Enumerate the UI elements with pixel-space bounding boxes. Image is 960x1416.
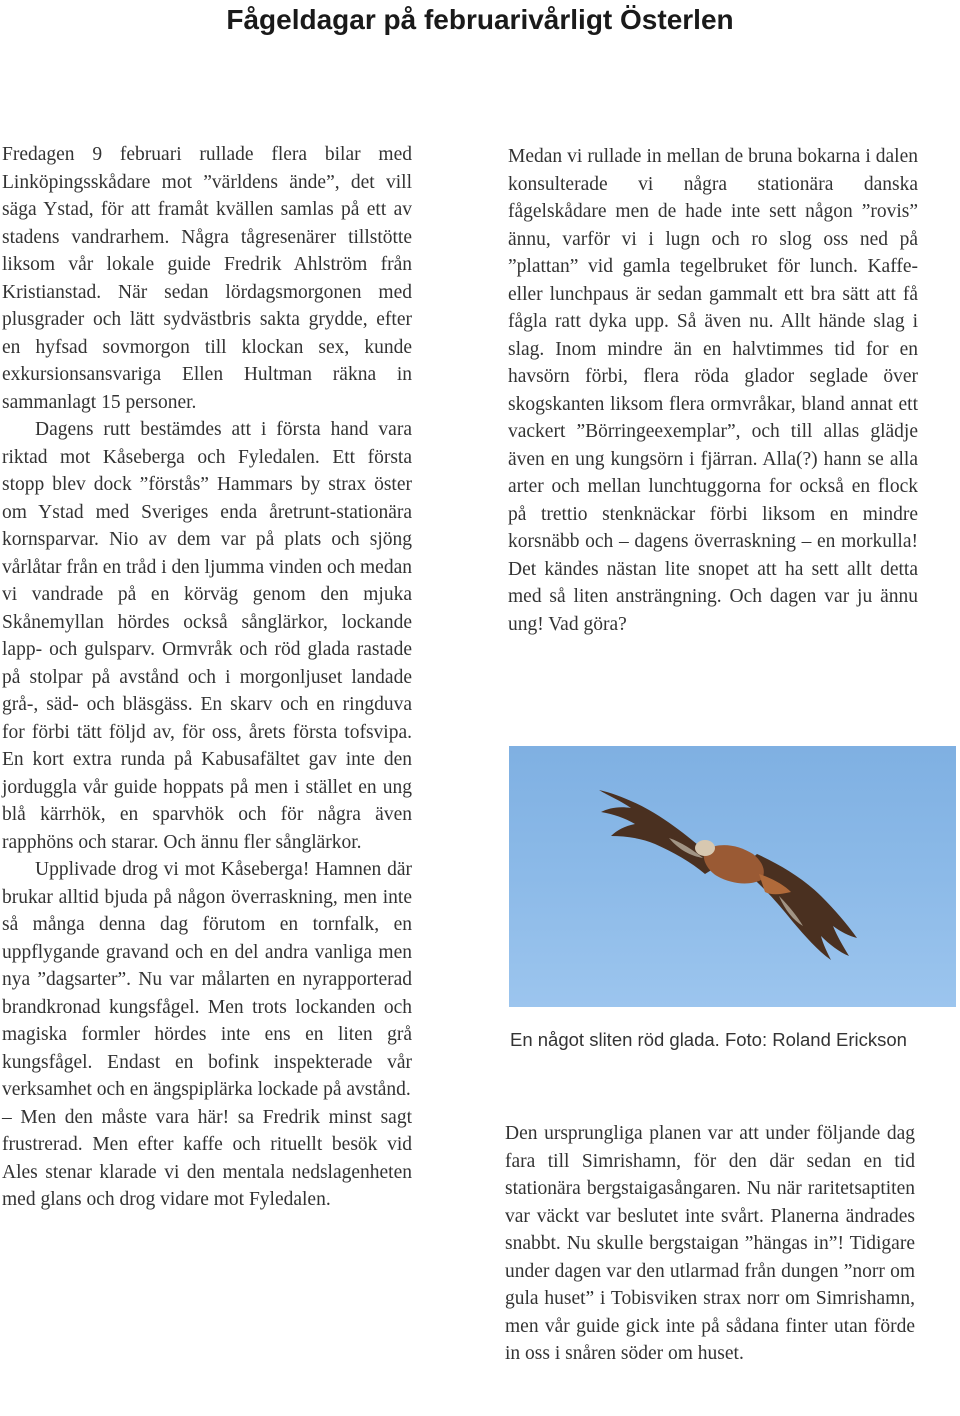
paragraph: Den ursprungliga planen var att under följande dag fara till Simrishamn, för den där sedan en tid stationära bergstaigasångaren. Nu när raritetsaptiten var väckt var beslutet inte svårt. Planerna ändrades snabbt. Nu skulle bergstaigan ”hängas in”! Tidigare under dagen var den utlarmad från dungen ”norr om gula huset” i Tobisviken strax norr om Simrishamn, men vår guide gick inte på sådana finter utan förde in oss i snåren söder om huset. [505,1123,915,1364]
paragraph: – Men den måste vara här! sa Fredrik minst sagt frustrerad. Men efter kaffe och rituellt besök vid Ales stenar klarade vi den mentala nedslagenheten med glans och drog vidare mot Fyledalen. [2,1106,412,1210]
paragraph: Dagens rutt bestämdes att i första hand vara riktad mot Kåseberga och Fyledalen. Ett första stopp blev dock ”förstås” Hammars by strax öster om Ystad med Sveriges enda åretrunt-stationära kornsparvar. Nio av dem var på plats och sjöng vårlåtar från en tråd i den ljumma vinden och medan vi vandrade på en körväg genom den mjuka Skånemyllan hördes också sånglärkor, lockande lapp- och gulsparv. Ormvråk och röd glada rastade på stolpar på avstånd och i morgonljuset landade grå-, säd- och bläsgäss. En skarv och en ringduva for förbi tätt följd av, för oss, årets första tofsvipa. En kort extra runda på Kabusafältet gav inte den jorduggla vår guide hoppats på men i stället en ung blå kärrhök, en sparvhök och för några även rapphöns och starar. Och ännu fler sånglärkor. [2,419,412,853]
left-column [2,141,412,1214]
paragraph: Medan vi rullade in mellan de bruna bokarna i dalen konsulterade vi några stationära danska fågelskådare men de hade inte sett någon ”rovis” ännu, varför vi i lugn och ro slog oss ned på ”plattan” vid gamla tegelbruket för lunch. Kaffe- eller lunchpaus är sedan gammalt ett bra sätt att få fågla ratt dyka upp. Så även nu. Allt hände slag i slag. Inom mindre än en halvtimmes tid for en havsörn förbi, flera röda glador seglade över skogskanten liksom flera ormvråkar, bland annat ett vackert ”Börringeexemplar”, och till allas glädje även en ung kungsörn i fjärran. Alla(?) hann se alla arter och mellan lunchtuggorna for också en flock på trettio stenknäckar förbi liksom en mindre korsnäbb och – dagens överraskning – en morkulla! Det kändes nästan lite snopet att ha sett allt detta med så liten ansträngning. Och dagen var ju ännu ung! Vad göra? [508,146,918,635]
left-wing [599,790,721,874]
paragraph: Upplivade drog vi mot Kåseberga! Hamnen där brukar alltid bjuda på någon överraskning, men inte så många denna dag förutom en tornfalk, en uppflygande gravand och en del andra vanliga men nya ”dagsarter”. Nu var målarten en nyrapporterad brandkronad kungsfågel. Men trots lockanden och magiska formler hördes inte ens en liten grå kungsfågel. Endast en bofink inspekterade vår verksamhet och en ängspiplärka lockade på avstånd. [2,859,412,1100]
right-column-top [508,143,918,638]
article-title: Fågeldagar på februarivårligt Österlen [226,4,734,35]
red-kite-photo [509,746,956,1007]
red-kite-bird-illustration [509,746,956,1007]
photo-caption: En något sliten röd glada. Foto: Roland Erickson [510,1029,907,1050]
right-column-bottom [505,1120,915,1368]
bird-head [695,840,715,856]
paragraph: Fredagen 9 februari rullade flera bilar med Linköpingsskådare mot ”världens ände”, det vill säga Ystad, för att framåt kvällen samlas på ett av stadens vandrarhem. Några tågresenärer tillstötte liksom vår lokale guide Fredrik Ahlström från Kristianstad. När sedan lördagsmorgonen med plusgrader och lätt sydvästbris sakta grydde, efter en hyfsad sovmorgon till klockan sex, kunde exkursionsansvariga Ellen Hultman räkna in sammanlagt 15 personer. [2,144,412,413]
